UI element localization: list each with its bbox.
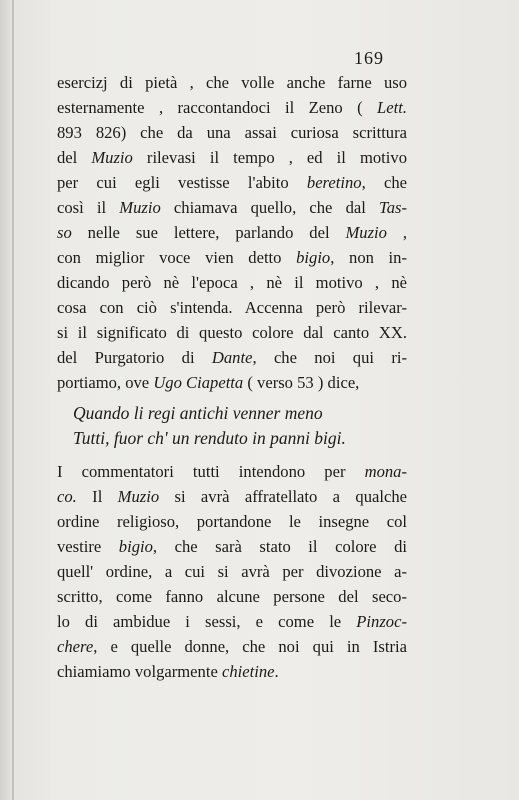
text-segment: esternamente , raccontandoci il Zeno ( [57,98,378,117]
italic-text: beretino [306,173,362,192]
italic-text: Dante [211,348,253,367]
text-line [57,70,407,95]
text-segment: rilevasi il tempo , ed il motivo [132,148,407,167]
italic-text: chere [57,637,94,656]
text-line [57,295,407,320]
text-segment: portiamo, ove [57,373,154,392]
text-segment: nelle sue lettere, parlando del [71,223,346,242]
text-segment: , che sarà stato il colore di [152,537,407,556]
text-line [57,659,407,684]
text-segment: 893 826) che da una assai curiosa scrittura [57,123,407,142]
text-line [57,459,407,484]
page-body [57,70,407,684]
italic-text: Muzio [119,198,161,217]
italic-text: Lett. [377,98,407,117]
text-line [57,195,407,220]
text-segment: . [274,662,279,681]
italic-text: co. [57,487,77,506]
text-line [57,509,407,534]
text-segment: Il [76,487,118,506]
text-segment: si il significato di questo colore dal canto XX. [57,323,407,342]
italic-text: mona- [364,462,407,481]
text-segment: per cui egli vestisse l'abito [57,173,307,192]
text-segment: lo di ambidue i sessi, e come le [57,612,357,631]
text-line [57,270,407,295]
text-segment: chiamiamo volgarmente [57,662,222,681]
text-line [57,559,407,584]
text-segment: con miglior voce vien detto [57,248,297,267]
verse-line: Quando li regi antichi venner meno [73,403,323,423]
text-line [57,145,407,170]
text-segment: ordine religioso, portandone le insegne col [57,512,407,531]
text-segment: scritto, come fanno alcune persone del seco- [57,587,407,606]
italic-text: bigio [118,537,153,556]
italic-text: chietine [221,662,275,681]
italic-text: Muzio [345,223,387,242]
text-segment: , che [361,173,407,192]
text-line [57,320,407,345]
text-line [57,584,407,609]
verse-quote [57,401,407,451]
italic-text: bigio [296,248,331,267]
italic-text: Muzio [91,148,133,167]
text-line [57,220,407,245]
text-line [57,345,407,370]
text-line [57,609,407,634]
text-segment: si avrà affratellato a qualche [159,487,407,506]
text-segment: così il [57,198,120,217]
text-segment: , che noi qui ri- [252,348,407,367]
text-segment: del Purgatorio di [57,348,212,367]
text-segment: , e quelle donne, che noi qui in Istria [93,637,407,656]
page-number: 169 [354,48,384,68]
text-segment: , non in- [330,248,407,267]
text-segment: quell' ordine, a cui si avrà per divozione a- [57,562,407,581]
paragraph-2 [57,459,407,684]
italic-text: so [57,223,72,242]
italic-text: Pinzoc- [356,612,407,631]
text-segment: esercizj di pietà , che volle anche farne uso [57,73,407,92]
italic-text: Tas- [379,198,407,217]
italic-text: Ugo Ciapetta [153,373,244,392]
text-segment: , [386,223,408,242]
text-line [57,245,407,270]
text-line [57,484,407,509]
text-line [57,370,407,395]
text-line [57,170,407,195]
verse-line: Tutti, fuor ch' un renduto in panni bigi. [73,428,346,448]
italic-text: Muzio [117,487,160,506]
text-line [57,634,407,659]
text-line [57,95,407,120]
paragraph-1 [57,70,407,395]
text-line [57,120,407,145]
text-segment: I commentatori tutti intendono per [57,462,365,481]
text-segment: del [57,148,92,167]
text-segment: chiamava quello, che dal [160,198,379,217]
text-segment: vestire [57,537,119,556]
text-segment: ( verso 53 ) dice, [243,373,360,392]
text-line [57,534,407,559]
text-segment: dicando però nè l'epoca , nè il motivo , nè [57,273,407,292]
binding-gutter [12,0,14,800]
text-segment: cosa con ciò s'intenda. Accenna però rilevar- [57,298,407,317]
